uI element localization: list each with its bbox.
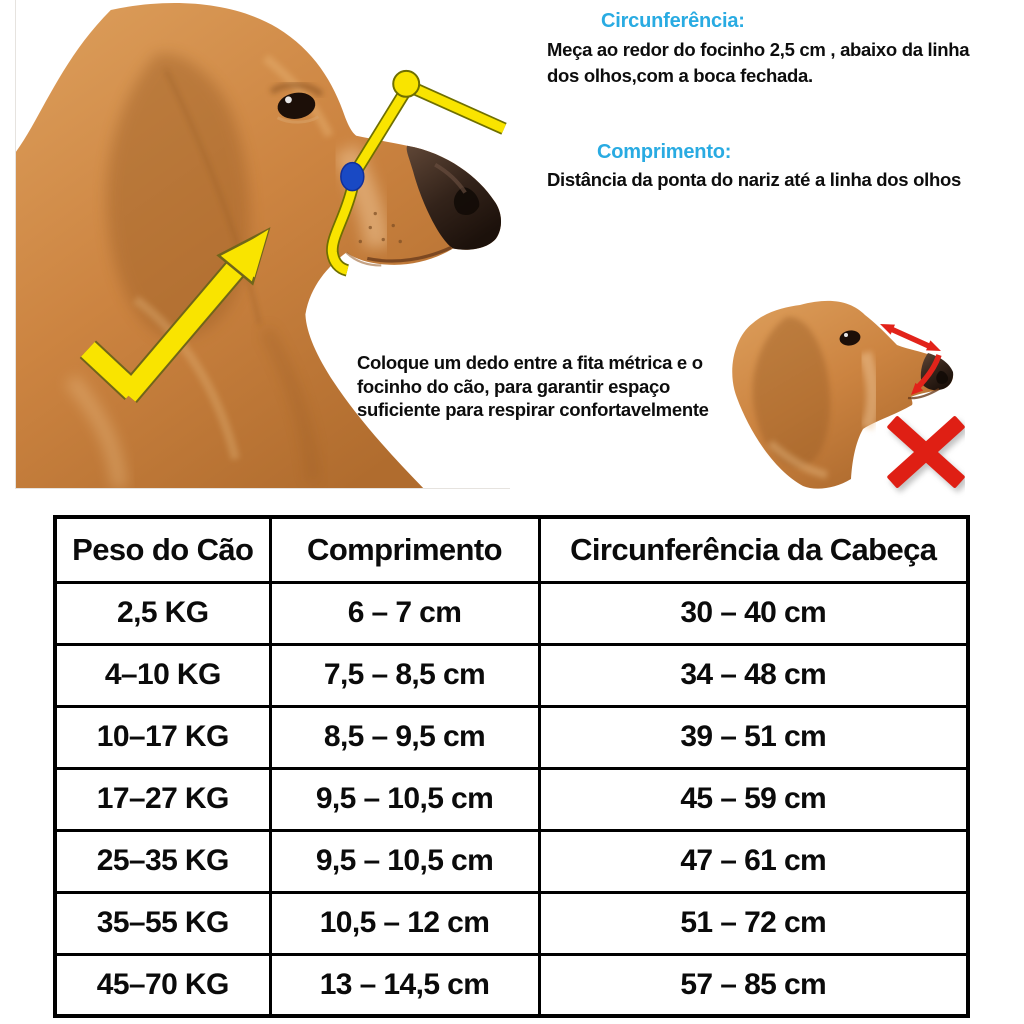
weight-cell: 25–35 KG — [55, 830, 270, 892]
table-row — [55, 954, 968, 1016]
circumference-point-icon — [341, 163, 364, 191]
circumference-cell: 51 – 72 cm — [539, 892, 968, 954]
wrong-measure-dog-photo — [715, 293, 965, 500]
table-row — [55, 830, 968, 892]
length-text: Distância da ponta do nariz até a linha dos olhos — [547, 169, 961, 190]
length-cell: 9,5 – 10,5 cm — [270, 768, 539, 830]
circumference-text: Meça ao redor do focinho 2,5 cm , abaixo da linha dos olhos,com a boca fechada. — [547, 39, 970, 86]
col-header-weight: Peso do Cão — [55, 517, 270, 582]
length-heading: Comprimento: — [597, 141, 732, 163]
wrong-x-icon — [886, 415, 965, 492]
circumference-cell: 34 – 48 cm — [539, 644, 968, 706]
circumference-heading: Circunferência: — [601, 10, 745, 32]
length-cell: 10,5 – 12 cm — [270, 892, 539, 954]
circumference-cell: 57 – 85 cm — [539, 954, 968, 1016]
table-row — [55, 768, 968, 830]
col-header-circumference: Circunferência da Cabeça — [539, 517, 968, 582]
length-cell: 6 – 7 cm — [270, 582, 539, 644]
circumference-cell: 47 – 61 cm — [539, 830, 968, 892]
length-cell: 13 – 14,5 cm — [270, 954, 539, 1016]
weight-cell: 10–17 KG — [55, 706, 270, 768]
table-row — [55, 706, 968, 768]
finger-spacing-note: Coloque um dedo entre a fita métrica e o focinho do cão, para garantir espaço suficiente para respirar confortavelmente — [357, 352, 709, 420]
circumference-cell: 39 – 51 cm — [539, 706, 968, 768]
weight-cell: 4–10 KG — [55, 644, 270, 706]
table-row — [55, 644, 968, 706]
length-cell: 8,5 – 9,5 cm — [270, 706, 539, 768]
weight-cell: 35–55 KG — [55, 892, 270, 954]
weight-cell: 17–27 KG — [55, 768, 270, 830]
weight-cell: 2,5 KG — [55, 582, 270, 644]
length-cell: 9,5 – 10,5 cm — [270, 830, 539, 892]
table-row — [55, 582, 968, 644]
weight-cell: 45–70 KG — [55, 954, 270, 1016]
small-dog-illustration — [715, 293, 965, 500]
col-header-length: Comprimento — [270, 517, 539, 582]
length-cell: 7,5 – 8,5 cm — [270, 644, 539, 706]
table-row — [55, 892, 968, 954]
circumference-cell: 45 – 59 cm — [539, 768, 968, 830]
circumference-cell: 30 – 40 cm — [539, 582, 968, 644]
table-header-row — [55, 517, 968, 582]
size-table — [53, 515, 970, 1018]
